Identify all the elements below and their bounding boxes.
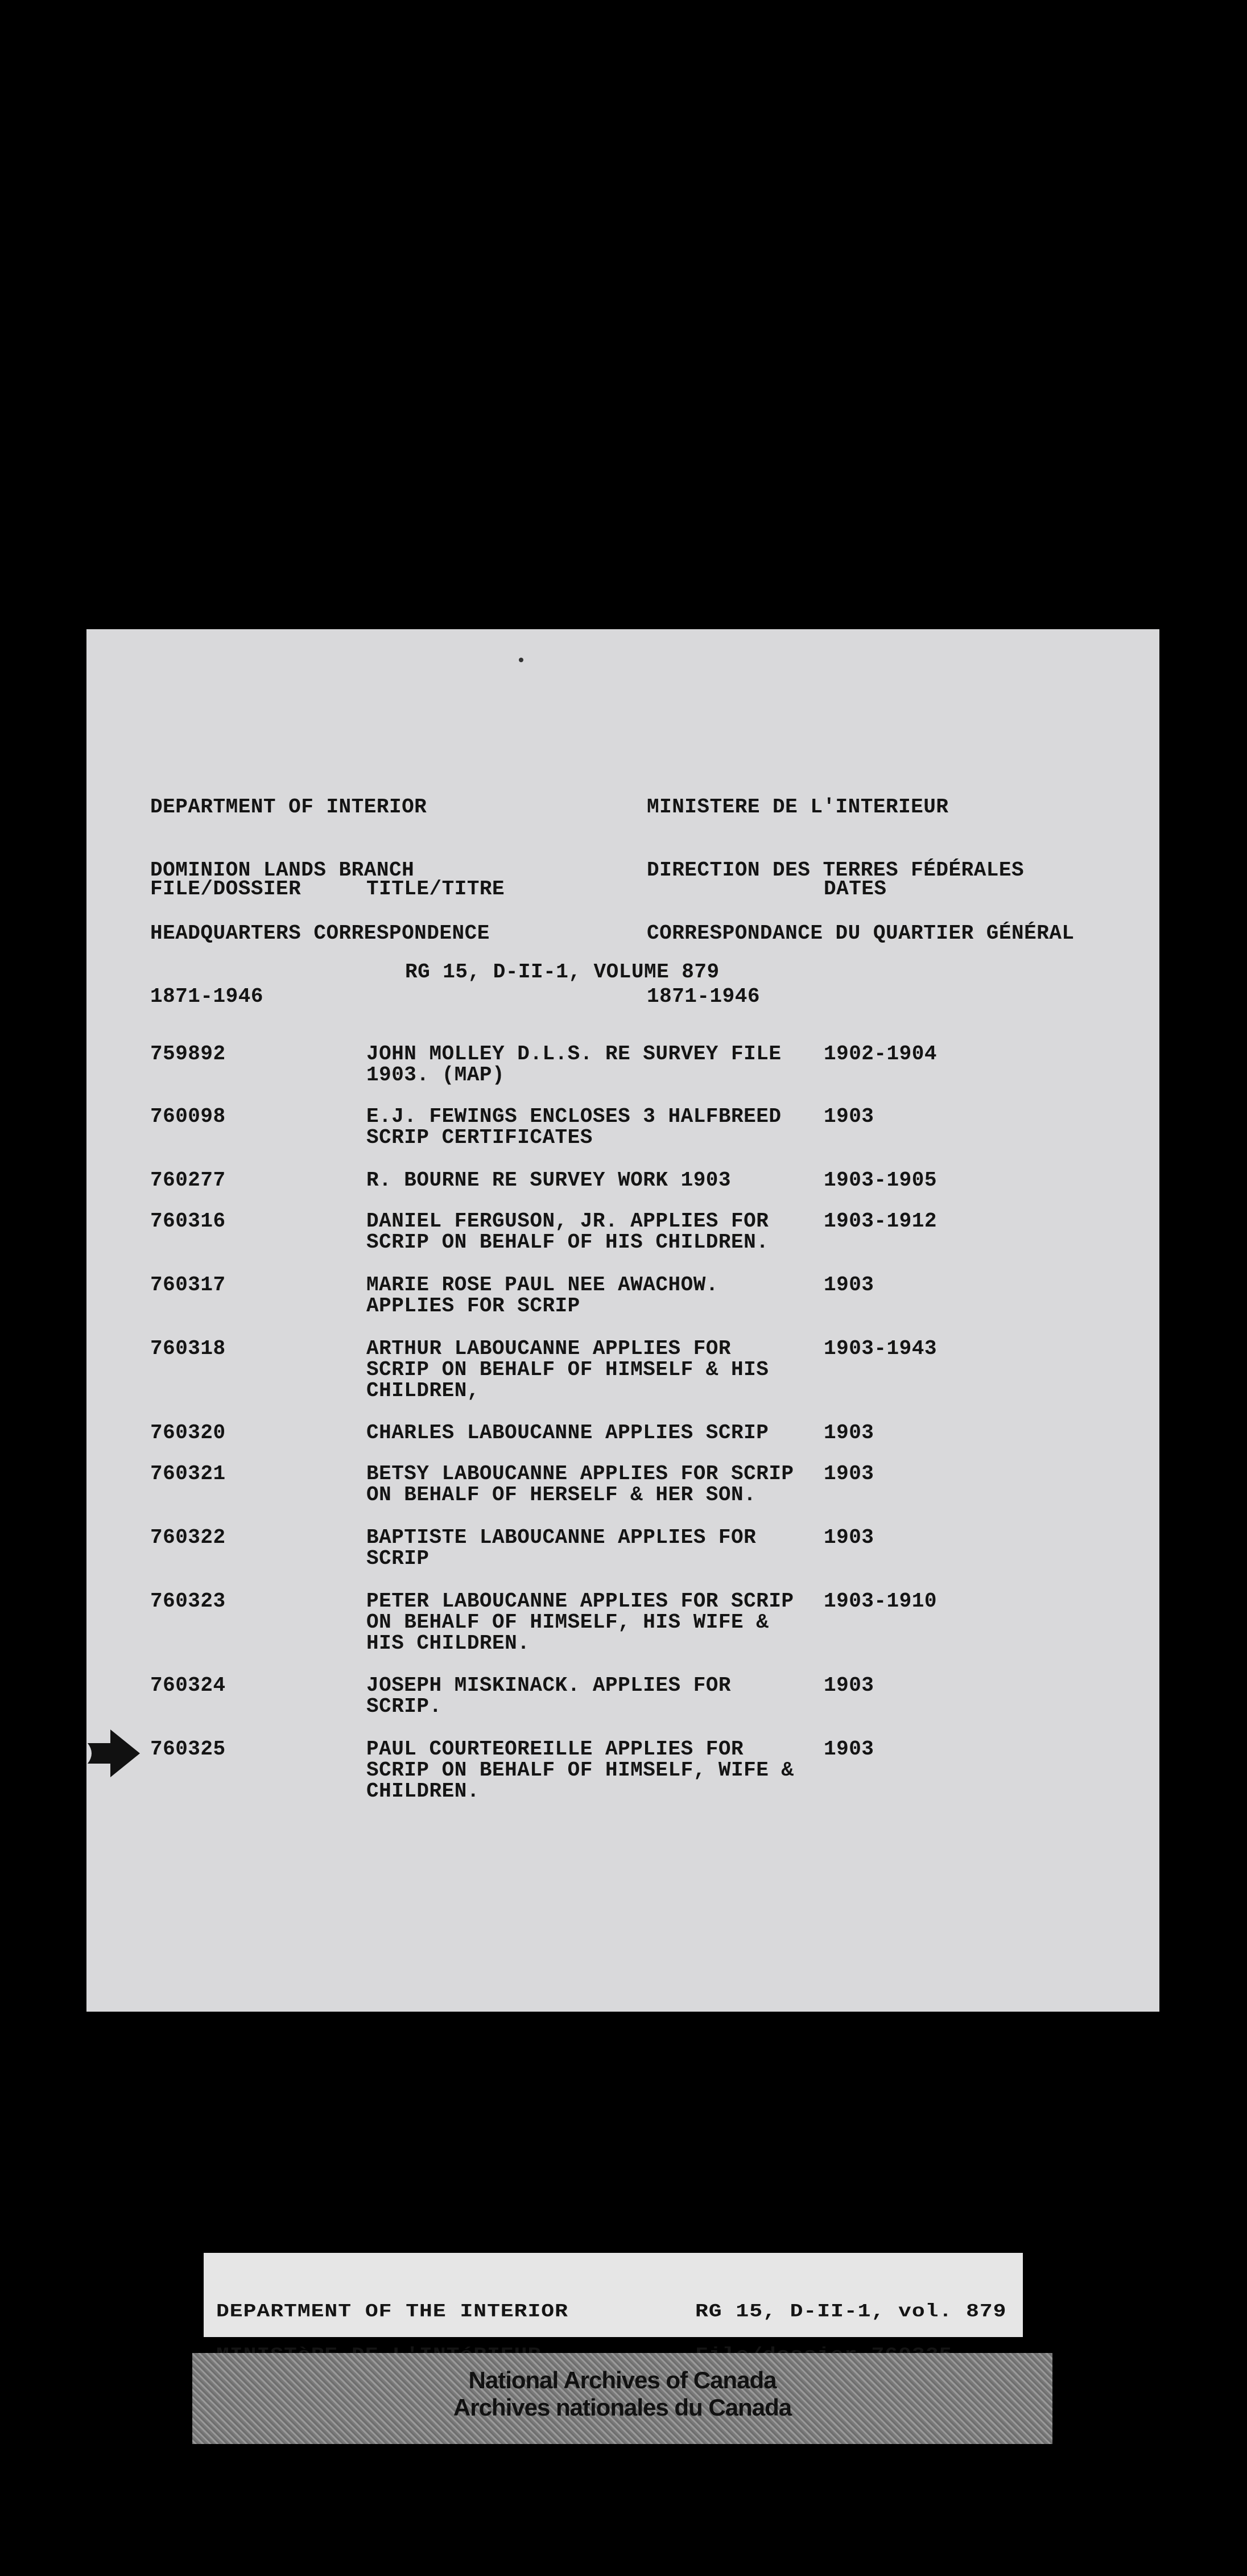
volume-reference: RG 15, D-II-1, VOLUME 879: [405, 960, 720, 984]
entry-title: [366, 1338, 821, 1401]
header-en-line: DEPARTMENT OF INTERIOR: [150, 795, 427, 819]
header-french: [647, 754, 1075, 1049]
entry-file-number: 760317: [150, 1273, 226, 1297]
column-header-file: FILE/DOSSIER: [150, 877, 302, 901]
entry-file-number: 760324: [150, 1674, 226, 1697]
arrow-right-icon: [85, 1726, 142, 1781]
entry-title-line: CHILDREN,: [366, 1379, 480, 1402]
header-en-line: HEADQUARTERS CORRESPONDENCE: [150, 922, 490, 945]
entry-file-number: 760325: [150, 1737, 226, 1761]
entry-title-line: ON BEHALF OF HERSELF & HER SON.: [366, 1483, 757, 1506]
entry-title-line: ARTHUR LABOUCANNE APPLIES FOR: [366, 1337, 732, 1360]
entry-dates: 1903-1905: [824, 1169, 937, 1192]
entry-file-number: 760322: [150, 1526, 226, 1549]
entry-file-number: 760321: [150, 1462, 226, 1485]
header-en-line: 1871-1946: [150, 985, 263, 1008]
entry-dates: 1903-1943: [824, 1337, 937, 1360]
entry-file-number: 760320: [150, 1421, 226, 1444]
entry-title-line: PETER LABOUCANNE APPLIES FOR SCRIP: [366, 1590, 794, 1613]
entry-title-line: 1903. (MAP): [366, 1063, 505, 1087]
entry-title: [366, 1274, 821, 1316]
entry-dates: 1903: [824, 1105, 874, 1128]
entry-title-line: JOSEPH MISKINACK. APPLIES FOR: [366, 1674, 732, 1697]
header-en-line: DOMINION LANDS BRANCH: [150, 858, 415, 882]
entry-title-line: JOHN MOLLEY D.L.S. RE SURVEY FILE: [366, 1042, 782, 1066]
entry-title-line: SCRIP.: [366, 1695, 442, 1718]
header-fr-line: CORRESPONDANCE DU QUARTIER GÉNÉRAL: [647, 922, 1075, 945]
entry-title: [366, 1591, 821, 1654]
entry-title-line: SCRIP ON BEHALF OF HIMSELF & HIS: [366, 1358, 769, 1381]
entry-title-line: E.J. FEWINGS ENCLOSES 3 HALFBREED: [366, 1105, 782, 1128]
entry-title: [366, 1106, 821, 1148]
entry-title-line: HIS CHILDREN.: [366, 1632, 530, 1655]
entry-dates: 1903: [824, 1526, 874, 1549]
entry-title: [366, 1675, 821, 1717]
entry-title: [366, 1527, 821, 1569]
header-english: [150, 754, 490, 1049]
entry-title-line: BAPTISTE LABOUCANNE APPLIES FOR: [366, 1526, 757, 1549]
entry-title-line: MARIE ROSE PAUL NEE AWACHOW.: [366, 1273, 719, 1297]
entry-dates: 1903: [824, 1421, 874, 1444]
archives-name-fr: Archives nationales du Canada: [453, 2394, 792, 2421]
entry-dates: 1903: [824, 1462, 874, 1485]
entry-title: [366, 1211, 821, 1253]
label-dept-en: DEPARTMENT OF THE INTERIOR: [216, 2301, 568, 2322]
entry-title: [366, 1170, 821, 1191]
entry-file-number: 760316: [150, 1209, 226, 1233]
entry-title-line: SCRIP ON BEHALF OF HIS CHILDREN.: [366, 1231, 769, 1254]
entry-title-line: R. BOURNE RE SURVEY WORK 1903: [366, 1169, 732, 1192]
entry-title-line: PAUL COURTEOREILLE APPLIES FOR: [366, 1737, 744, 1761]
entry-dates: 1903: [824, 1273, 874, 1297]
header-fr-line: 1871-1946: [647, 985, 760, 1008]
entry-file-number: 760318: [150, 1337, 226, 1360]
entry-file-number: 760098: [150, 1105, 226, 1128]
header-fr-line: MINISTERE DE L'INTERIEUR: [647, 795, 949, 819]
entry-title-line: APPLIES FOR SCRIP: [366, 1294, 580, 1318]
entry-title-line: CHARLES LABOUCANNE APPLIES SCRIP: [366, 1421, 769, 1444]
column-header-dates: DATES: [824, 877, 887, 901]
entry-title-line: CHILDREN.: [366, 1780, 480, 1803]
entry-dates: 1903-1910: [824, 1590, 937, 1613]
entry-title-line: SCRIP CERTIFICATES: [366, 1126, 593, 1149]
entry-title-line: SCRIP ON BEHALF OF HIMSELF, WIFE &: [366, 1758, 794, 1782]
archives-stamp: [192, 2353, 1052, 2444]
column-header-title: TITLE/TITRE: [366, 877, 505, 901]
entry-dates: 1903-1912: [824, 1209, 937, 1233]
entry-title: [366, 1463, 821, 1505]
entry-title: [366, 1739, 821, 1802]
entry-file-number: 759892: [150, 1042, 226, 1066]
entry-dates: 1903: [824, 1674, 874, 1697]
entry-dates: 1903: [824, 1737, 874, 1761]
speck: [519, 658, 523, 662]
entry-title: [366, 1422, 821, 1443]
entry-title-line: ON BEHALF OF HIMSELF, HIS WIFE &: [366, 1611, 769, 1634]
label-ref: RG 15, D-II-1, vol. 879: [695, 2301, 1007, 2322]
archives-name-en: National Archives of Canada: [468, 2367, 777, 2393]
archive-label: [204, 2253, 1023, 2337]
entry-title: [366, 1043, 821, 1085]
entry-dates: 1902-1904: [824, 1042, 937, 1066]
document-page: [86, 629, 1159, 2012]
entry-file-number: 760277: [150, 1169, 226, 1192]
entry-file-number: 760323: [150, 1590, 226, 1613]
entry-title-line: BETSY LABOUCANNE APPLIES FOR SCRIP: [366, 1462, 794, 1485]
entry-title-line: DANIEL FERGUSON, JR. APPLIES FOR: [366, 1209, 769, 1233]
header-fr-line: DIRECTION DES TERRES FÉDÉRALES: [647, 858, 1025, 882]
entry-title-line: SCRIP: [366, 1547, 430, 1570]
